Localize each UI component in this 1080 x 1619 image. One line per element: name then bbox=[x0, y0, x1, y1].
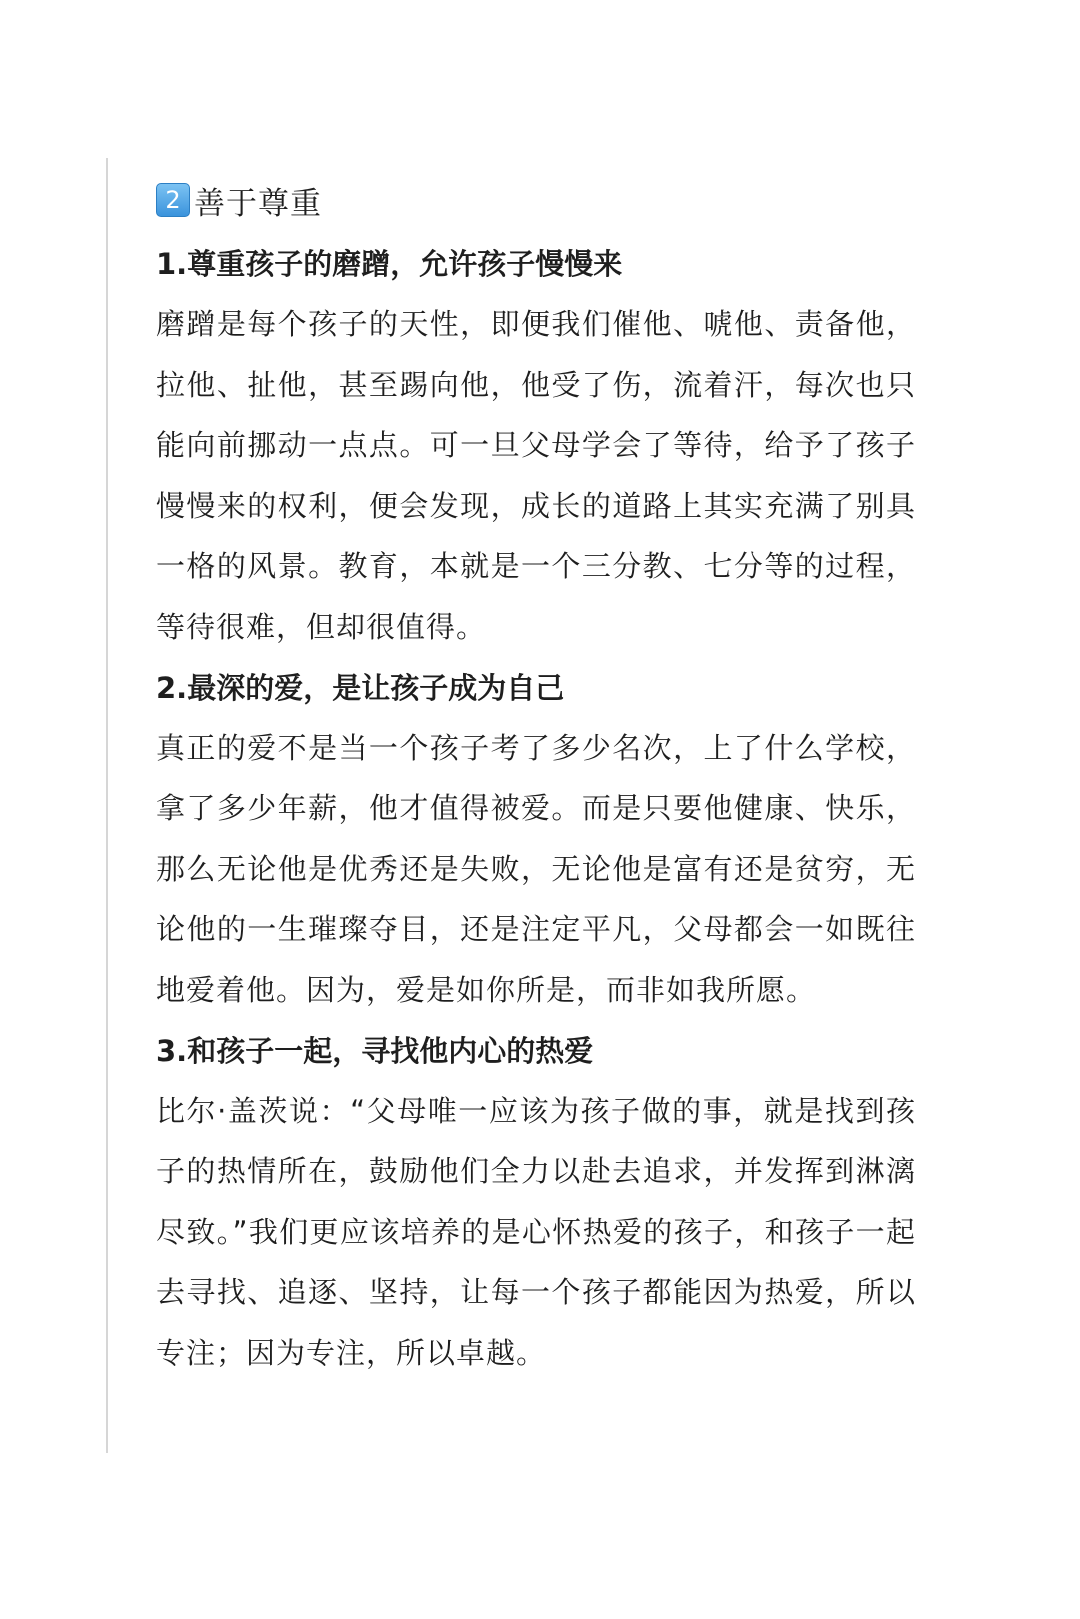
item-1-heading: 1.尊重孩子的磨蹭，允许孩子慢慢来 bbox=[156, 247, 623, 281]
section-header bbox=[156, 176, 916, 224]
article-body bbox=[156, 176, 916, 1384]
item-2-body: 真正的爱不是当一个孩子考了多少名次，上了什么学校，拿了多少年薪，他才值得被爱。而是只要他健康、快乐，那么无论他是优秀还是失败，无论他是富有还是贫穷，无论他的一生璀璨夺目，还是注定平凡，父母都会一如既往地爱着他。因为，爱是如你所是，而非如我所愿。 bbox=[156, 730, 916, 1007]
left-border-line bbox=[106, 158, 108, 1453]
item-3-heading: 3.和孩子一起，寻找他内心的热爱 bbox=[156, 1033, 594, 1068]
number-2-keycap-icon: 2 bbox=[156, 183, 190, 217]
section-title: 善于尊重 bbox=[194, 185, 322, 222]
item-3-body: 比尔·盖茨说：“父母唯一应该为孩子做的事，就是找到孩子的热情所在，鼓励他们全力以赴去追求，并发挥到淋漓尽致。”我们更应该培养的是心怀热爱的孩子，和孩子一起去寻找、追逐、坚持，让每一个孩子都能因为热爱，所以专注；因为专注，所以卓越。 bbox=[156, 1093, 916, 1370]
item-2-heading: 2.最深的爱，是让孩子成为自己 bbox=[156, 670, 565, 705]
item-1-body: 磨蹭是每个孩子的天性，即便我们催他、唬他、责备他，拉他、扯他，甚至踢向他，他受了伤，流着汗，每次也只能向前挪动一点点。可一旦父母学会了等待，给予了孩子慢慢来的权利，便会发现，成长的道路上其实充满了别具一格的风景。教育，本就是一个三分教、七分等的过程，等待很难，但却很值得。 bbox=[156, 307, 916, 644]
